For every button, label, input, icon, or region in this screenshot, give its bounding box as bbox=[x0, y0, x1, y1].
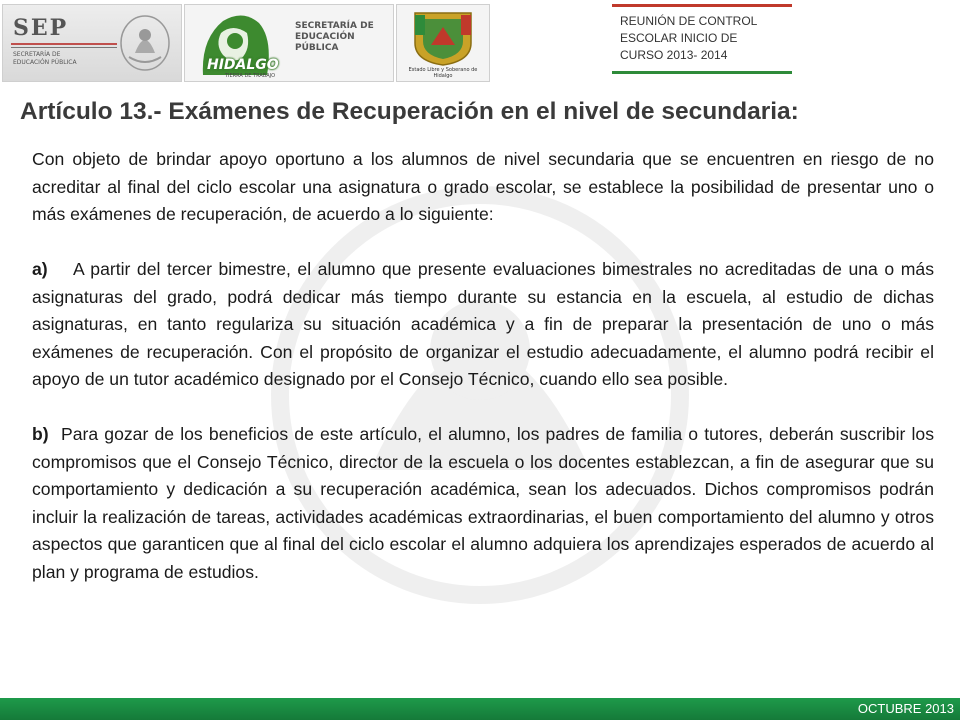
hidalgo-wordmark: HIDALGO bbox=[207, 57, 279, 73]
hidalgo-tagline: TIERRA DE TRABAJO bbox=[225, 73, 276, 79]
sep-logo bbox=[2, 4, 182, 82]
national-seal-icon bbox=[117, 13, 173, 73]
meeting-green-rule bbox=[612, 71, 792, 74]
hidalgo-logo bbox=[184, 4, 394, 82]
estado-caption: Estado Libre y Soberano de Hidalgo bbox=[408, 67, 478, 79]
intro-paragraph: Con objeto de brindar apoyo oportuno a los alumnos de nivel secundaria que se encuentren en riesgo de no acreditar al final del ciclo escolar una asignatura o grado escolar, se establece la posibilidad de presentar uno o más exámenes de recuperación, de acuerdo a lo siguiente: bbox=[32, 149, 934, 224]
state-shield-icon bbox=[407, 9, 479, 67]
sep-red-rule bbox=[11, 43, 117, 45]
item-a-paragraph bbox=[32, 256, 934, 394]
sep-acronym: SEP bbox=[13, 15, 69, 41]
footer-date: OCTUBRE 2013 bbox=[857, 701, 954, 716]
slide-body bbox=[32, 146, 934, 586]
meeting-label-box bbox=[612, 4, 792, 74]
slide-title: Artículo 13.- Exámenes de Recuperación en el nivel de secundaria: bbox=[20, 98, 799, 125]
hidalgo-department: SECRETARÍA DE EDUCACIÓN PÚBLICA bbox=[295, 21, 374, 53]
meeting-label: REUNIÓN DE CONTROL ESCOLAR INICIO DE CURSO 2013- 2014 bbox=[620, 14, 758, 62]
sep-line1: SECRETARÍA DE bbox=[13, 51, 61, 58]
item-b-label: b) bbox=[32, 424, 49, 444]
sep-line2: EDUCACIÓN PÚBLICA bbox=[13, 59, 77, 66]
slide-footer bbox=[0, 698, 960, 720]
item-b-paragraph bbox=[32, 421, 934, 586]
slide-header bbox=[0, 0, 960, 88]
sep-gray-rule bbox=[11, 47, 117, 48]
item-a-text: A partir del tercer bimestre, el alumno que presente evaluaciones bimestrales no acreditadas de una o más asignaturas del grado, podrá dedicar más tiempo durante su estancia en la escuela, al estudio de dichas asignaturas, en tanto regulariza su situación académica y a fin de preparar la presentación de uno o más exámenes de recuperación. Con el propósito de organizar el estudio adecuadamente, el alumno podrá recibir el apoyo de un tutor académico designado por el Consejo Técnico, cuando ello sea posible. bbox=[32, 259, 934, 389]
meeting-red-rule bbox=[612, 4, 792, 7]
item-a-label: a) bbox=[32, 259, 48, 279]
item-b-text: Para gozar de los beneficios de este artículo, el alumno, los padres de familia o tutores, deberán suscribir los compromisos que el Consejo Técnico, director de la escuela o los docentes establezcan, a fin de asegurar que su comportamiento y dedicación a su recuperación académica, sean los adecuados. Dichos compromisos podrán incluir la realización de tareas, actividades académicas extraordinarias, el buen comportamiento del alumno y otros aspectos que garanticen que al final del ciclo escolar el alumno adquiera los aprendizajes esperados de acuerdo al plan y programa de estudios. bbox=[32, 424, 935, 582]
estado-hidalgo-logo bbox=[396, 4, 490, 82]
